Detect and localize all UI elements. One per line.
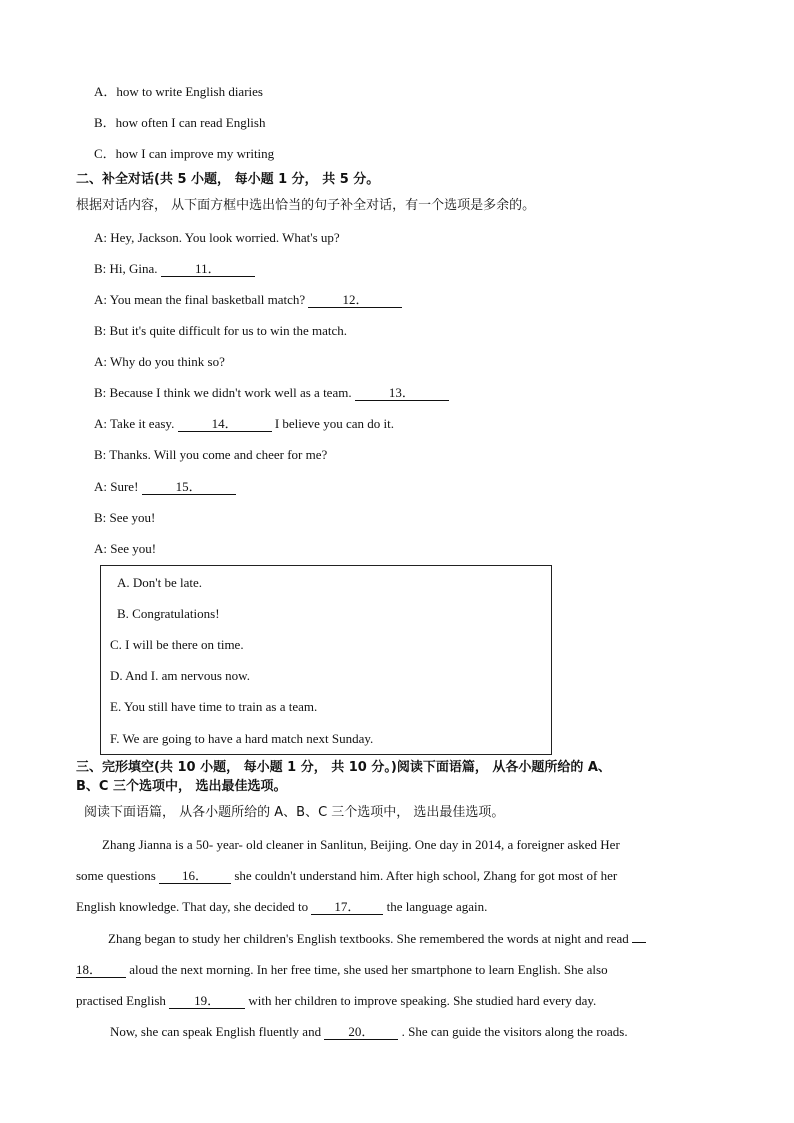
passage-line: [76, 962, 608, 978]
passage-text: Now, she can speak English fluently and: [110, 1024, 325, 1039]
passage-text: . She can guide the visitors along the roads.: [398, 1024, 628, 1039]
section3-heading: 三、完形填空(共 10 小题， 每小题 1 分， 共 10 分。)阅读下面语篇， 从各小题所给的 A、: [76, 760, 611, 775]
passage-line: [108, 931, 646, 947]
dialog-line: [94, 479, 236, 495]
dialog-line: B: But it's quite difficult for us to win the match.: [94, 323, 348, 338]
dialog-line: A: Hey, Jackson. You look worried. What's up?: [94, 230, 340, 245]
option-prev-a: A．how to write English diaries: [94, 84, 263, 99]
passage-text: the language again.: [383, 899, 488, 914]
passage-text: she couldn't understand him. After high school, Zhang for got most of her: [231, 868, 618, 883]
dialog-text: A: Sure!: [94, 479, 142, 494]
option-prev-c: C．how I can improve my writing: [94, 146, 275, 161]
blank-18-start[interactable]: [632, 942, 646, 943]
dialog-text: I believe you can do it.: [271, 416, 394, 431]
blank-13[interactable]: 13．: [355, 386, 449, 401]
dialog-line: [94, 385, 449, 401]
section3-instruction: 阅读下面语篇， 从各小题所给的 A、B、C 三个选项中， 选出最佳选项。: [84, 805, 505, 820]
dialog-line: [94, 292, 402, 308]
passage-line: Zhang Jianna is a 50- year- old cleaner in Sanlitun, Beijing. One day in 2014, a foreigner asked Her: [102, 837, 620, 852]
dialog-text: A: Take it easy.: [94, 416, 178, 431]
blank-19[interactable]: 19．: [169, 994, 245, 1009]
passage-text: English knowledge. That day, she decided to: [76, 899, 312, 914]
passage-text: practised English: [76, 993, 170, 1008]
blank-18[interactable]: 18．: [76, 963, 126, 978]
dialog-line: [94, 416, 394, 432]
dialog-line: B: See you!: [94, 510, 156, 525]
passage-line: [76, 899, 487, 915]
passage-line: [110, 1024, 628, 1040]
dialog-line: [94, 261, 255, 277]
dialog-text: A: You mean the final basketball match?: [94, 292, 309, 307]
blank-17[interactable]: 17．: [311, 900, 383, 915]
dialog-text: B: Hi, Gina.: [94, 261, 161, 276]
options-box: [100, 565, 552, 755]
passage-text: some questions: [76, 868, 160, 883]
passage-line: [76, 993, 596, 1009]
blank-15[interactable]: 15．: [142, 480, 236, 495]
dialog-line: A: Why do you think so?: [94, 354, 225, 369]
box-option-f: F. We are going to have a hard match next Sunday.: [110, 731, 374, 746]
box-option-a: A. Don't be late.: [117, 575, 203, 590]
blank-11[interactable]: 11．: [161, 262, 255, 277]
blank-20[interactable]: 20．: [324, 1025, 398, 1040]
passage-line: [76, 868, 617, 884]
box-option-b: B. Congratulations!: [117, 606, 220, 621]
dialog-text: B: Because I think we didn't work well as a team.: [94, 385, 355, 400]
passage-text: with her children to improve speaking. She studied hard every day.: [245, 993, 597, 1008]
blank-12[interactable]: 12．: [308, 293, 402, 308]
box-option-e: E. You still have time to train as a team.: [110, 699, 318, 714]
blank-14[interactable]: 14．: [178, 417, 272, 432]
passage-text: Zhang began to study her children's English textbooks. She remembered the words at night and read: [108, 931, 633, 946]
section2-heading: 二、补全对话(共 5 小题， 每小题 1 分， 共 5 分。: [76, 172, 380, 187]
section2-instruction: 根据对话内容， 从下面方框中选出恰当的句子补全对话，有一个选项是多余的。: [76, 198, 536, 213]
box-option-c: C. I will be there on time.: [110, 637, 244, 652]
box-option-d: D. And I. am nervous now.: [110, 668, 250, 683]
option-prev-b: B．how often I can read English: [94, 115, 266, 130]
section3-heading-cont: B、C 三个选项中， 选出最佳选项。: [76, 779, 287, 794]
dialog-line: B: Thanks. Will you come and cheer for me?: [94, 447, 328, 462]
dialog-line: A: See you!: [94, 541, 157, 556]
blank-16[interactable]: 16．: [159, 869, 231, 884]
passage-text: aloud the next morning. In her free time, she used her smartphone to learn English. She also: [126, 962, 608, 977]
